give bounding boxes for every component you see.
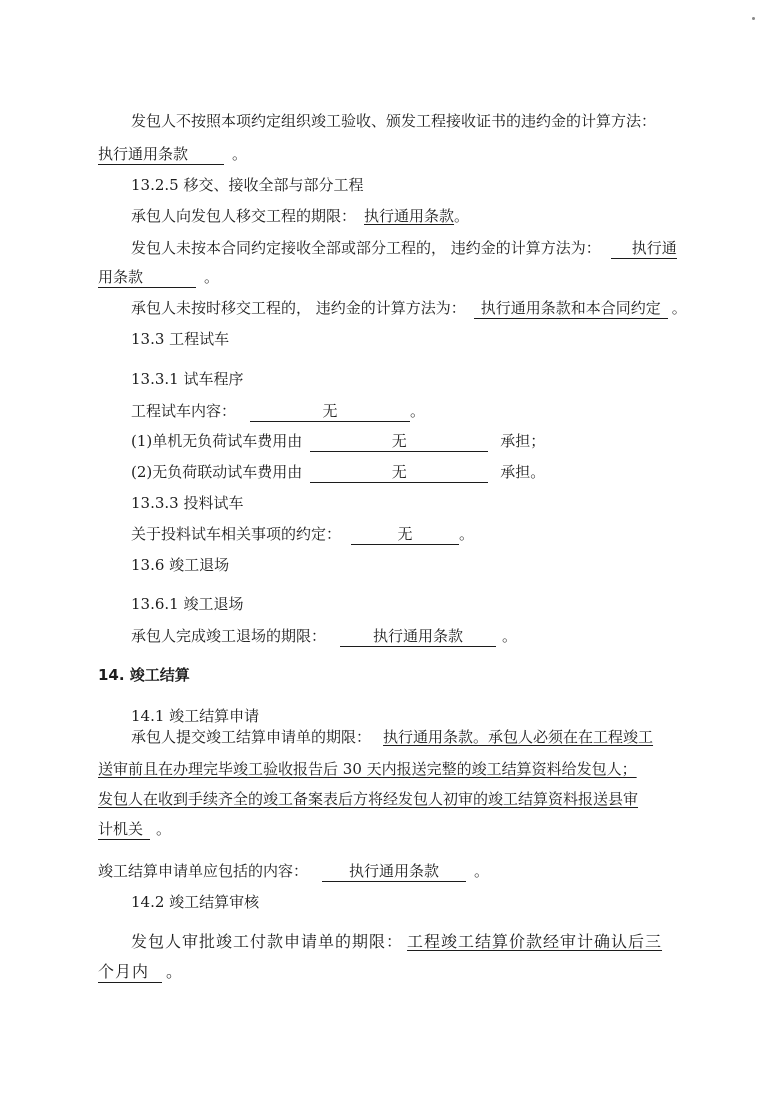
text: 发包人未按本合同约定接收全部或部分工程的， 违约金的计算方法为： [131, 239, 601, 257]
section-13-3-1 [131, 369, 243, 389]
section-title: 13.3.3 投料试车 [131, 494, 244, 512]
fill-value: 个月内 [98, 963, 162, 983]
clause-payment-approval [131, 932, 662, 952]
fill-value: 执行通用条款 [322, 862, 466, 882]
text: 工程试车内容： [131, 402, 237, 420]
text: 承包人未按时移交工程的， 违约金的计算方法为： [131, 299, 466, 317]
clause-linked-test-cost [131, 462, 545, 483]
clause-settlement-content [98, 861, 489, 882]
section-14-heading [98, 665, 190, 685]
fill-value: 执行通用条款。承包人必须在在工程竣工 [383, 728, 654, 746]
section-title: 14.2 竣工结算审核 [131, 893, 260, 911]
clause-acceptance-penalty [131, 111, 656, 131]
section-title: 13.3 工程试车 [131, 330, 230, 348]
text: 关于投料试车相关事项的约定： [131, 525, 342, 543]
text: 发包人审批竣工付款申请单的期限： [131, 932, 404, 951]
clause-test-content [131, 401, 425, 422]
text: 承担。 [500, 463, 546, 481]
fill-value: 执行通用条款 [364, 207, 455, 225]
section-heading: 14. 竣工结算 [98, 666, 190, 684]
fill-value: 无 [250, 402, 410, 422]
fill-value: 无 [351, 525, 459, 545]
clause-acceptance-penalty-value [98, 144, 247, 165]
text: 竣工结算申请单应包括的内容： [98, 862, 309, 880]
fill-value: 计机关 [98, 820, 150, 840]
section-13-2-5 [131, 175, 363, 195]
section-14-1 [131, 706, 259, 726]
clause-settlement-application-cont-2 [98, 789, 638, 809]
fill-value: 发包人在收到手续齐全的竣工备案表后方将经发包人初审的竣工结算资料报送县审 [98, 790, 639, 808]
fill-value: 工程竣工结算价款经审计确认后三 [407, 932, 663, 951]
clause-single-test-cost [131, 431, 545, 452]
text: 。 [410, 402, 426, 420]
text: 。 [232, 145, 248, 163]
text: 承担； [500, 432, 546, 450]
clause-settlement-application-cont-3 [98, 819, 171, 840]
section-title: 13.6.1 竣工退场 [131, 595, 244, 613]
text: 承包人完成竣工退场的期限： [131, 627, 327, 645]
clause-late-handover-penalty [131, 298, 687, 319]
fill-value: 用条款 [98, 268, 196, 288]
fill-value: 执行通用条款 [98, 145, 224, 165]
text: (2)无负荷联动试车费用由 [131, 463, 303, 481]
clause-receive-penalty [131, 238, 677, 259]
text: 。 [502, 627, 518, 645]
text: 。 [166, 962, 184, 981]
section-title: 13.2.5 移交、接收全部与部分工程 [131, 176, 364, 194]
clause-settlement-application [131, 727, 653, 747]
section-title: 13.6 竣工退场 [131, 556, 230, 574]
fill-value: 无 [310, 463, 488, 483]
text: 。 [474, 862, 490, 880]
fill-value: 执行通用条款 [340, 627, 496, 647]
text: 承包人向发包人移交工程的期限： [131, 207, 357, 225]
fill-value: 执行通 [611, 239, 677, 259]
section-title: 13.3.1 试车程序 [131, 370, 244, 388]
text: 。 [156, 820, 172, 838]
text: 发包人不按照本项约定组织竣工验收、颁发工程接收证书的违约金的计算方法： [131, 112, 657, 130]
scan-speck [752, 17, 755, 20]
section-13-6-1 [131, 594, 243, 614]
fill-value: 无 [310, 432, 488, 452]
fill-value: 执行通用条款和本合同约定 [474, 299, 668, 319]
section-title: 14.1 竣工结算申请 [131, 707, 260, 725]
section-13-3 [131, 329, 229, 349]
clause-feed-test [131, 524, 474, 545]
clause-handover-period [131, 206, 469, 226]
section-14-2 [131, 892, 259, 912]
fill-value: 送审前且在办理完毕竣工验收报告后 30 天内报送完整的竣工结算资料给发包人； [98, 760, 637, 778]
section-13-6 [131, 555, 229, 575]
text: 。 [459, 525, 475, 543]
text: 承包人提交竣工结算申请单的期限： [131, 728, 372, 746]
text: 。 [204, 268, 220, 286]
text: 。 [671, 299, 687, 317]
section-13-3-3 [131, 493, 243, 513]
clause-settlement-application-cont-1 [98, 759, 637, 779]
text: (1)单机无负荷试车费用由 [131, 432, 303, 450]
clause-exit-period [131, 626, 517, 647]
text: 。 [454, 207, 470, 225]
clause-payment-approval-cont [98, 962, 183, 983]
clause-receive-penalty-cont [98, 267, 219, 288]
